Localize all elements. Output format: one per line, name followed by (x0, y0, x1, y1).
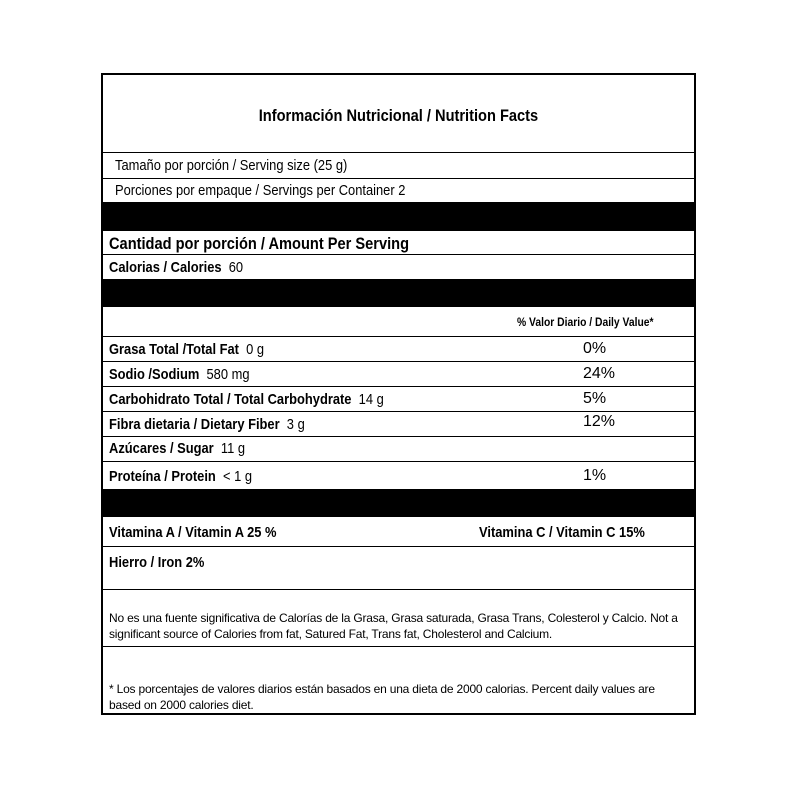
title-row (103, 75, 694, 153)
calories-row (103, 255, 694, 279)
nutrient-amount: < 1 g (222, 468, 253, 485)
amount-per-serving: Cantidad por porción / Amount Per Serving (109, 234, 410, 253)
calories-label: Calorias / Calories (109, 259, 222, 276)
nutrient-dv: 0% (583, 340, 607, 357)
nutrition-facts-label (101, 73, 696, 715)
serving-size-row (103, 153, 694, 179)
nutrient-dv: 5% (583, 390, 607, 407)
nutrient-label: Grasa Total /Total Fat (109, 341, 239, 358)
nutrient-dv: 1% (583, 467, 607, 484)
not-significant-note: No es una fuente significativa de Calorías de la Grasa, Grasa saturada, Grasa Trans, Colesterol y Calcio. Not a significant source of Calories from fat, Satured Fat, Trans fat, Cholesterol and Calcium. (109, 611, 678, 641)
nutrient-row-fat (103, 337, 694, 362)
vitamins-row (103, 517, 694, 547)
calories-value: 60 (228, 259, 244, 276)
nutrient-amount: 0 g (246, 341, 265, 358)
separator-bar (103, 203, 694, 231)
daily-value-header-row (103, 307, 694, 337)
serving-size: Tamaño por porción / Serving size (25 g) (115, 157, 348, 174)
nutrient-amount: 580 mg (206, 366, 250, 383)
nutrient-row-carbohydrate (103, 387, 694, 412)
nutrient-label: Sodio /Sodium (109, 366, 200, 383)
nutrient-row-sugar (103, 437, 694, 462)
nutrient-label: Carbohidrato Total / Total Carbohydrate (109, 391, 352, 408)
servings-row (103, 179, 694, 203)
nutrient-amount: 14 g (358, 391, 384, 408)
nutrient-amount: 3 g (286, 416, 305, 433)
iron: Hierro / Iron 2% (109, 554, 205, 571)
vitamin-c: Vitamina C / Vitamin C 15% (479, 524, 645, 541)
separator-bar (103, 279, 694, 307)
separator-bar (103, 489, 694, 517)
amount-header-row (103, 231, 694, 255)
nutrient-label: Proteína / Protein (109, 468, 216, 485)
nutrient-row-protein (103, 462, 694, 489)
nutrient-dv: 12% (583, 413, 616, 430)
nutrient-row-fiber (103, 412, 694, 437)
nutrient-row-sodium (103, 362, 694, 387)
servings-per-container: Porciones por empaque / Servings per Container 2 (115, 182, 406, 199)
not-significant-row (103, 590, 694, 647)
footnote: * Los porcentajes de valores diarios están basados en una dieta de 2000 calorias. Percent daily values are based on 2000 calories diet. (109, 682, 655, 712)
iron-row (103, 547, 694, 590)
vitamin-a: Vitamina A / Vitamin A 25 % (109, 524, 277, 541)
nutrient-dv: 24% (583, 365, 616, 382)
nutrient-label: Azúcares / Sugar (109, 440, 214, 457)
nutrient-amount: 11 g (220, 440, 246, 457)
nutrient-label: Fibra dietaria / Dietary Fiber (109, 416, 280, 433)
label-title: Información Nutricional / Nutrition Facts (258, 106, 539, 125)
daily-value-header: % Valor Diario / Daily Value* (517, 315, 654, 329)
footnote-row (103, 647, 694, 715)
